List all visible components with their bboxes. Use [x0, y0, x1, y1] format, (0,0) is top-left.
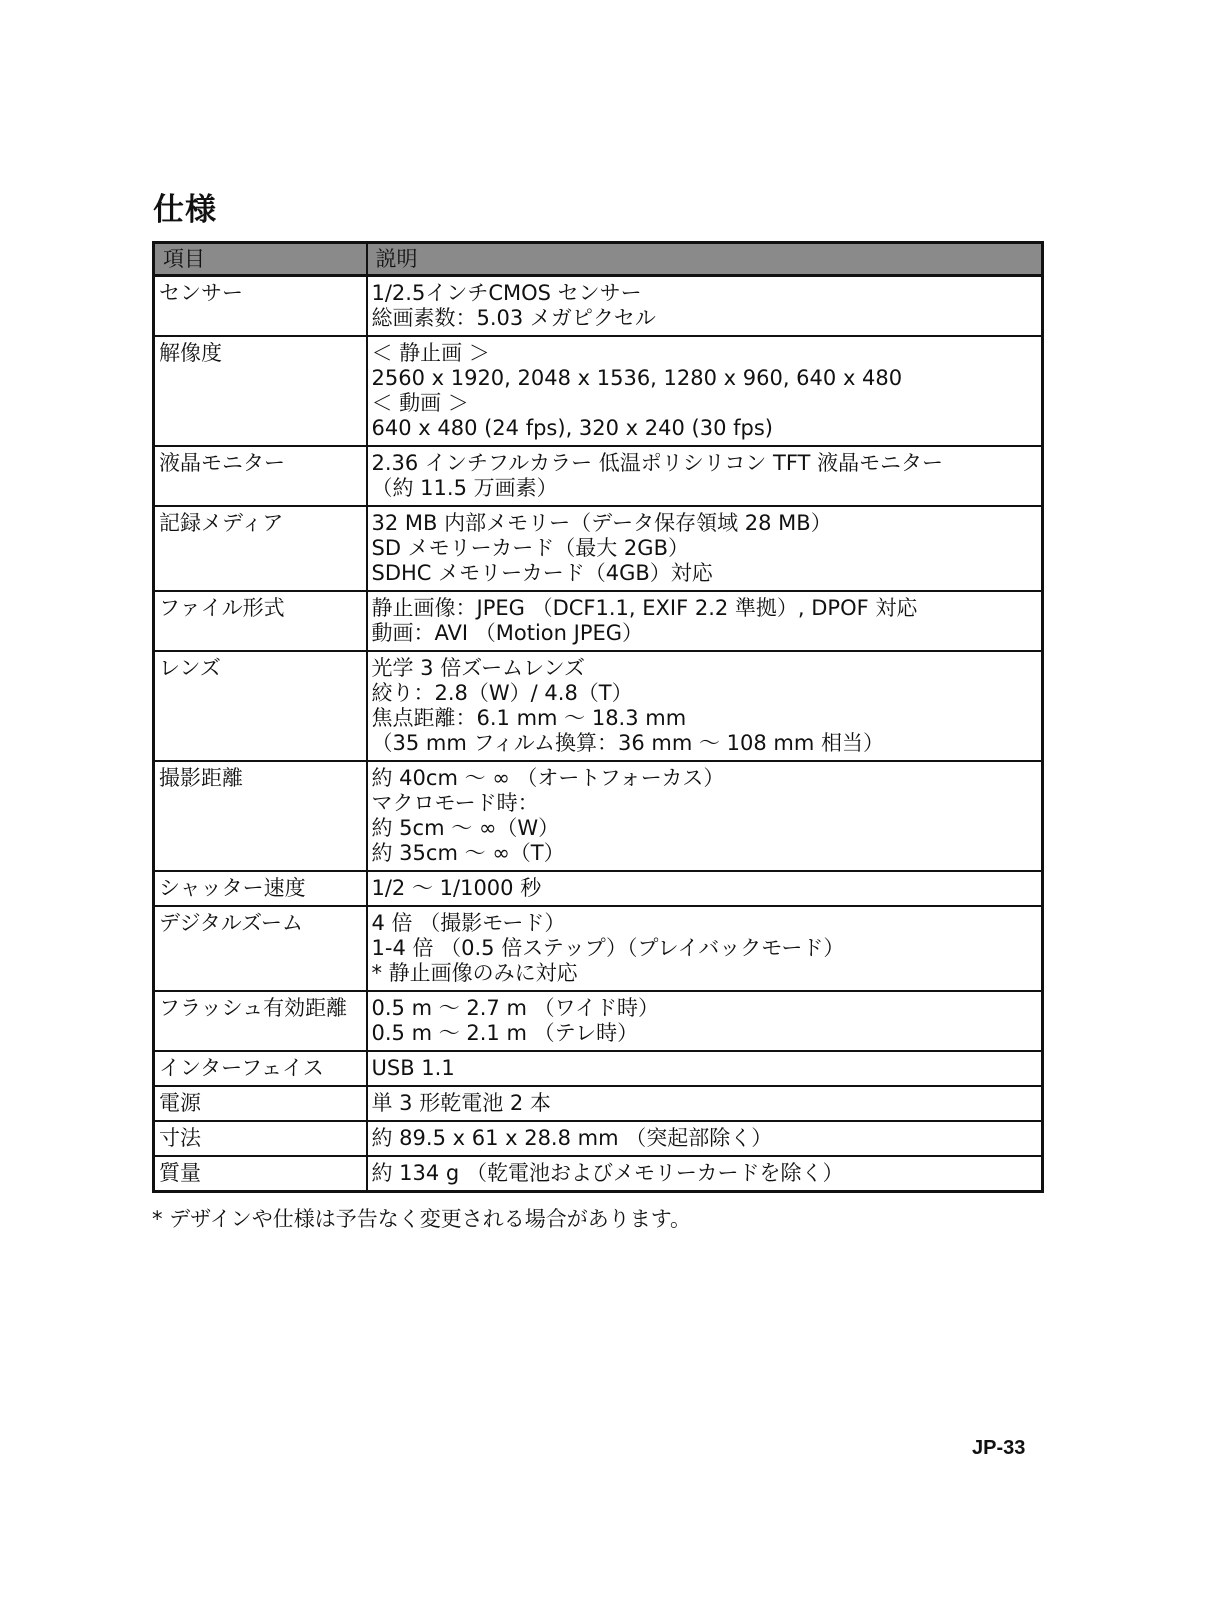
page-number: JP-33 [972, 1437, 1026, 1459]
spec-description-cell [367, 1086, 1043, 1121]
spec-description-line: SD メモリーカード（最大 2GB） [371, 536, 689, 560]
spec-description-line: 約 5cm 〜 ∞（W） [371, 816, 560, 840]
table-row [154, 906, 1043, 991]
spec-description-line: ＜ 静止画 ＞ [371, 341, 490, 365]
spec-description-line: 0.5 m 〜 2.7 m （ワイド時） [371, 996, 659, 1020]
table-row [154, 591, 1043, 651]
spec-description-line: * 静止画像のみに対応 [371, 961, 578, 985]
spec-description-line: 640 x 480 (24 fps), 320 x 240 (30 fps) [371, 416, 773, 440]
spec-item-cell: センサー [154, 276, 367, 337]
spec-description-line: 1-4 倍 （0.5 倍ステップ）（プレイバックモード） [371, 936, 845, 960]
spec-description-line: 総画素数：5.03 メガピクセル [371, 306, 656, 330]
table-row [154, 336, 1043, 446]
spec-description-line: ＜ 動画 ＞ [371, 391, 469, 415]
spec-description-cell [367, 506, 1043, 591]
spec-description-line: 約 40cm 〜 ∞ （オートフォーカス） [371, 766, 725, 790]
disclaimer-note: * デザインや仕様は予告なく変更される場合があります。 [152, 1207, 692, 1231]
spec-description-line: 4 倍 （撮影モード） [371, 911, 566, 935]
spec-description-line: 光学 3 倍ズームレンズ [371, 656, 586, 680]
spec-item-cell: 電源 [154, 1086, 367, 1121]
spec-description-line: マクロモード時： [371, 791, 539, 815]
spec-description-cell [367, 871, 1043, 906]
spec-item-cell: 撮影距離 [154, 761, 367, 871]
spec-description-line: 0.5 m 〜 2.1 m （テレ時） [371, 1021, 639, 1045]
table-header-row [154, 243, 1043, 276]
spec-item-cell: フラッシュ有効距離 [154, 991, 367, 1051]
spec-description-line: 約 35cm 〜 ∞（T） [371, 841, 565, 865]
spec-item-cell: レンズ [154, 651, 367, 761]
table-row [154, 1156, 1043, 1192]
table-row [154, 506, 1043, 591]
spec-description-line: 2.36 インチフルカラー 低温ポリシリコン TFT 液晶モニター [371, 451, 944, 475]
table-row [154, 991, 1043, 1051]
spec-description-line: 静止画像：JPEG （DCF1.1, EXIF 2.2 準拠）, DPOF 対応 [371, 596, 918, 620]
spec-description-line: SDHC メモリーカード（4GB）対応 [371, 561, 713, 585]
spec-description-line: 絞り：2.8（W）/ 4.8（T） [371, 681, 633, 705]
spec-description-cell [367, 651, 1043, 761]
spec-table [152, 241, 1044, 1193]
spec-description-cell [367, 1156, 1043, 1192]
table-row [154, 276, 1043, 337]
spec-description-cell [367, 991, 1043, 1051]
spec-item-cell: 質量 [154, 1156, 367, 1192]
spec-description-line: 2560 x 1920, 2048 x 1536, 1280 x 960, 640 x 480 [371, 366, 903, 390]
page-title: 仕様 [153, 192, 217, 228]
table-row [154, 1121, 1043, 1156]
spec-item-cell: デジタルズーム [154, 906, 367, 991]
spec-item-cell: 解像度 [154, 336, 367, 446]
spec-description-cell [367, 591, 1043, 651]
header-description: 説明 [367, 243, 1043, 276]
spec-description-cell [367, 906, 1043, 991]
spec-description-line: 約 134 g （乾電池およびメモリーカードを除く） [371, 1161, 844, 1185]
spec-description-cell [367, 1121, 1043, 1156]
spec-description-line: USB 1.1 [371, 1056, 455, 1080]
spec-description-cell [367, 336, 1043, 446]
spec-description-cell [367, 276, 1043, 337]
spec-description-line: 約 89.5 x 61 x 28.8 mm （突起部除く） [371, 1126, 773, 1150]
header-item: 項目 [154, 243, 367, 276]
spec-item-cell: シャッター速度 [154, 871, 367, 906]
table-row [154, 651, 1043, 761]
spec-description-cell [367, 761, 1043, 871]
spec-description-line: （35 mm フィルム換算：36 mm 〜 108 mm 相当） [371, 731, 884, 755]
spec-item-cell: 液晶モニター [154, 446, 367, 506]
spec-item-cell: 記録メディア [154, 506, 367, 591]
spec-description-line: （約 11.5 万画素） [371, 476, 558, 500]
spec-item-cell: ファイル形式 [154, 591, 367, 651]
spec-item-cell: インターフェイス [154, 1051, 367, 1086]
spec-description-line: 単 3 形乾電池 2 本 [371, 1091, 551, 1115]
table-body [154, 276, 1043, 1192]
spec-item-cell: 寸法 [154, 1121, 367, 1156]
spec-description-line: 動画：AVI （Motion JPEG） [371, 621, 644, 645]
table-row [154, 761, 1043, 871]
table-row [154, 1086, 1043, 1121]
table-row [154, 446, 1043, 506]
spec-description-line: 1/2.5インチCMOS センサー [371, 281, 642, 305]
spec-description-line: 焦点距離：6.1 mm 〜 18.3 mm [371, 706, 687, 730]
spec-description-cell [367, 446, 1043, 506]
spec-description-cell [367, 1051, 1043, 1086]
spec-description-line: 1/2 〜 1/1000 秒 [371, 876, 542, 900]
spec-description-line: 32 MB 内部メモリー（データ保存領域 28 MB） [371, 511, 832, 535]
table-row [154, 871, 1043, 906]
table-row [154, 1051, 1043, 1086]
